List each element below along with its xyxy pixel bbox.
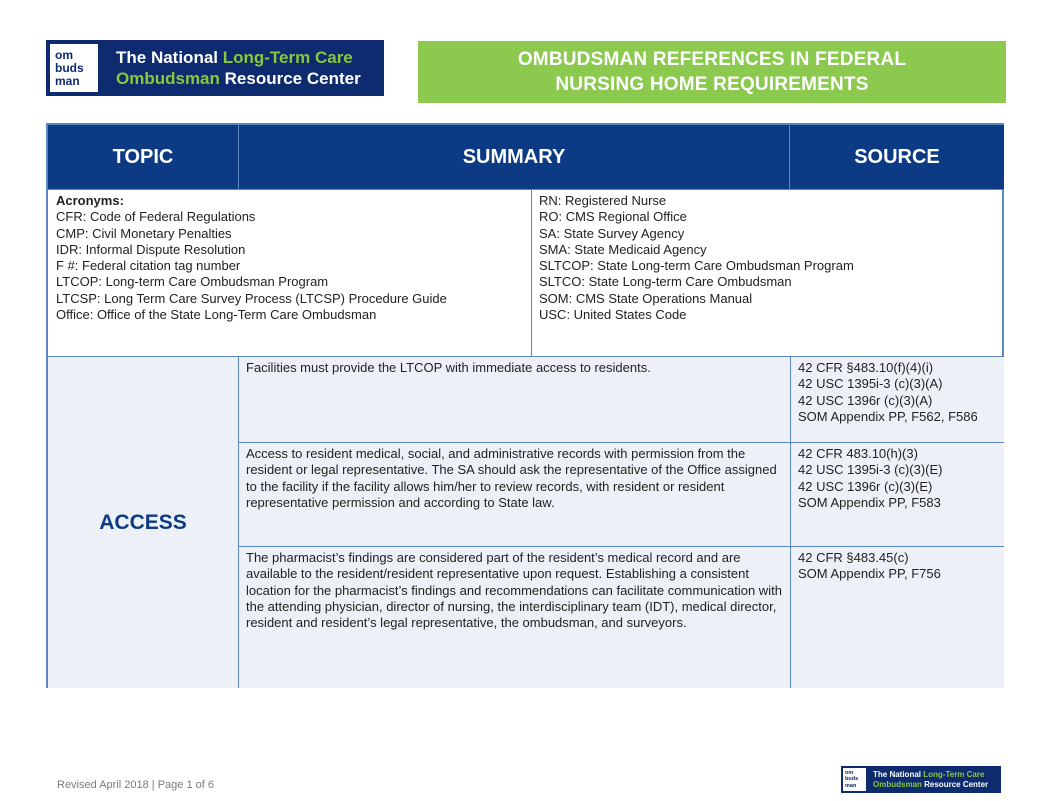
- logo-wordmark: [116, 47, 361, 89]
- acronym-item: LTCSP: Long Term Care Survey Process (LTCSP) Procedure Guide: [56, 290, 447, 306]
- title-line-1: OMBUDSMAN REFERENCES IN FEDERAL: [517, 49, 907, 70]
- logo-mark-buds: buds: [55, 60, 84, 75]
- acronym-item: Office: Office of the State Long-Term Care Ombudsman: [56, 307, 377, 323]
- source-citation: 42 CFR §483.45(c): [798, 550, 909, 565]
- footer-mark-man: man: [845, 782, 857, 789]
- footer-mark-buds: buds: [845, 776, 859, 783]
- footer-logo-line-1: The National Long-Term Care: [873, 769, 985, 779]
- source-citation: 42 USC 1395i-3 (c)(3)(E): [798, 462, 943, 478]
- acronym-item: RN: Registered Nurse: [539, 193, 667, 208]
- document-title-banner: [418, 41, 1006, 103]
- table-row-1-source: [791, 357, 1004, 442]
- column-header-source: SOURCE: [790, 125, 1004, 189]
- acronym-item: F #: Federal citation tag number: [56, 258, 241, 274]
- topic-access: ACCESS: [48, 357, 238, 688]
- source-citation: 42 USC 1396r (c)(3)(E): [798, 478, 933, 494]
- source-citation: 42 USC 1396r (c)(3)(A): [798, 392, 933, 408]
- acronyms-title: Acronyms:: [56, 193, 124, 208]
- header-divider-2: [789, 125, 790, 189]
- source-citation: 42 CFR §483.10(f)(4)(i): [798, 360, 934, 375]
- source-citation: SOM Appendix PP, F562, F586: [798, 408, 978, 424]
- logo-line-2: Ombudsman Resource Center: [116, 69, 361, 88]
- acronym-item: LTCOP: Long-term Care Ombudsman Program: [56, 274, 329, 290]
- header-bottom-line: [48, 189, 1004, 190]
- acronym-item: SLTCO: State Long-term Care Ombudsman: [539, 274, 792, 290]
- column-header-summary: SUMMARY: [238, 125, 790, 189]
- header-divider-1: [238, 125, 239, 189]
- source-citation: SOM Appendix PP, F583: [798, 494, 941, 510]
- organization-logo: [46, 40, 384, 96]
- logo-mark-man: man: [55, 73, 80, 88]
- acronym-item: IDR: Informal Dispute Resolution: [56, 241, 246, 257]
- table-row-1-summary: Facilities must provide the LTCOP with immediate access to residents.: [239, 357, 790, 442]
- table-row-2-summary: Access to resident medical, social, and administrative records with permission from the resident or legal representative. The SA should ask the representative of the Office assigned to the facility if the facility allows him/her to review records, with resident or resident representative permission and according to State law.: [239, 443, 790, 546]
- references-table: [46, 123, 1004, 688]
- logo-line-1: The National Long-Term Care: [116, 48, 353, 67]
- acronym-item: SA: State Survey Agency: [539, 225, 685, 241]
- source-citation: SOM Appendix PP, F756: [798, 566, 941, 582]
- footer-logo-wordmark: [873, 770, 988, 790]
- footer-logo-line-2: Ombudsman Resource Center: [873, 779, 989, 789]
- acronym-item: SMA: State Medicaid Agency: [539, 241, 707, 257]
- table-row-2-source: [791, 443, 1004, 546]
- page-footer-revision: Revised April 2018 | Page 1 of 6: [57, 779, 214, 791]
- acronym-item: SLTCOP: State Long-term Care Ombudsman Program: [539, 258, 854, 274]
- source-citation: 42 CFR 483.10(h)(3): [798, 446, 918, 461]
- acronym-item: CMP: Civil Monetary Penalties: [56, 225, 232, 241]
- acronym-item: SOM: CMS State Operations Manual: [539, 290, 753, 306]
- title-line-2: NURSING HOME REQUIREMENTS: [555, 74, 869, 95]
- column-header-topic: TOPIC: [48, 125, 238, 189]
- acronyms-right-column: [532, 191, 1004, 356]
- ombudsman-logo-mark: [50, 44, 98, 92]
- footer-logo-mark: [843, 768, 866, 791]
- logo-mark-om: om: [55, 47, 73, 62]
- acronym-item: RO: CMS Regional Office: [539, 209, 687, 225]
- acronyms-left-column: [48, 191, 532, 356]
- table-row-3-source: [791, 547, 1004, 688]
- footer-mark-om: om: [845, 769, 854, 776]
- source-citation: 42 USC 1395i-3 (c)(3)(A): [798, 376, 943, 392]
- acronym-item: USC: United States Code: [539, 307, 687, 323]
- footer-organization-logo: [841, 766, 1001, 793]
- acronym-item: CFR: Code of Federal Regulations: [56, 209, 256, 225]
- table-row-3-summary: The pharmacist’s findings are considered part of the resident’s medical record and are available to the resident/resident representative upon request. Establishing a consistent location for the pharmacist’s findings and recommendations can facilitate communication with the attending physician, director of nursing, the interdisciplinary team (IDT), medical director, resident and resident’s legal representative, the ombudsman, and surveyors.: [239, 547, 790, 688]
